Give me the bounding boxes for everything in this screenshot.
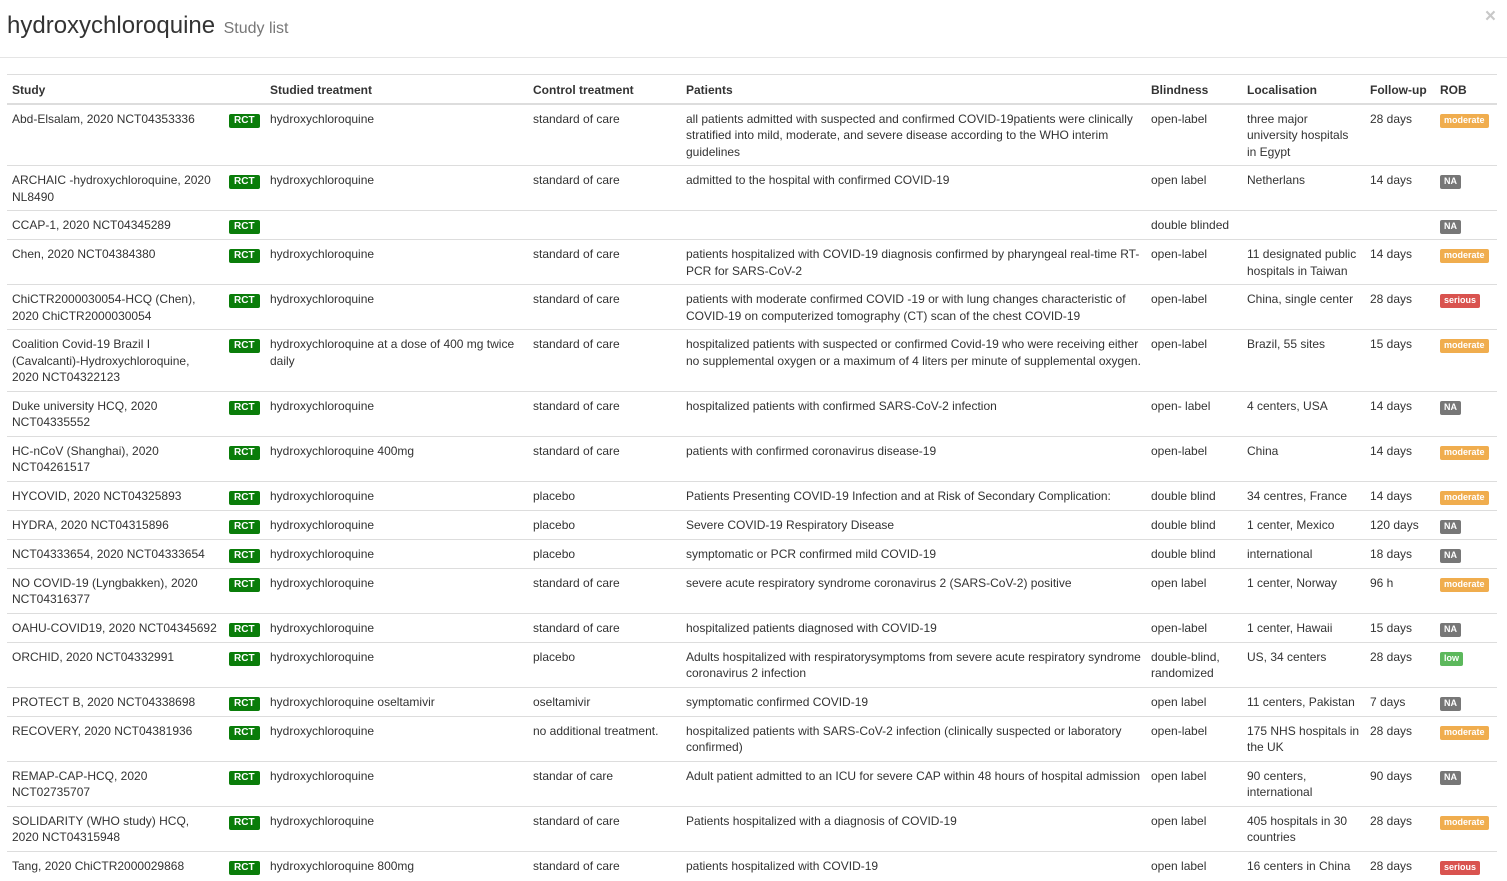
design-cell — [224, 851, 265, 880]
table-body — [7, 104, 1497, 880]
rob-badge: NA — [1440, 401, 1461, 415]
control-treatment-cell: standard of care — [528, 568, 681, 613]
study-name-cell[interactable]: HC-nCoV (Shanghai), 2020 NCT04261517 — [7, 436, 224, 481]
follow-up-cell — [1365, 211, 1435, 240]
rob-cell — [1435, 806, 1497, 851]
rct-badge: RCT — [229, 446, 260, 460]
localisation-cell: 11 centers, Pakistan — [1242, 687, 1365, 716]
follow-up-cell: 28 days — [1365, 285, 1435, 330]
design-cell — [224, 806, 265, 851]
column-header-follow-up[interactable]: Follow-up — [1365, 75, 1435, 104]
rob-badge: serious — [1440, 294, 1480, 308]
patients-cell: Adults hospitalized with respiratorysymptoms from severe acute respiratory syndrome coronavirus 2 infection — [681, 642, 1146, 687]
rob-badge: moderate — [1440, 816, 1489, 830]
patients-cell: hospitalized patients with confirmed SARS-CoV-2 infection — [681, 391, 1146, 436]
patients-cell — [681, 211, 1146, 240]
studied-treatment-cell: hydroxychloroquine — [265, 716, 528, 761]
control-treatment-cell: standard of care — [528, 851, 681, 880]
blindness-cell: open label — [1146, 851, 1242, 880]
rct-badge: RCT — [229, 861, 260, 875]
table-row[interactable] — [7, 851, 1497, 880]
follow-up-cell: 28 days — [1365, 642, 1435, 687]
study-name-cell[interactable]: NCT04333654, 2020 NCT04333654 — [7, 539, 224, 568]
patients-cell: severe acute respiratory syndrome coronavirus 2 (SARS-CoV-2) positive — [681, 568, 1146, 613]
blindness-cell: open label — [1146, 806, 1242, 851]
localisation-cell: 1 center, Mexico — [1242, 510, 1365, 539]
table-row[interactable] — [7, 436, 1497, 481]
follow-up-cell: 96 h — [1365, 568, 1435, 613]
column-header-study[interactable]: Study — [7, 75, 224, 104]
modal-title — [7, 12, 289, 40]
rct-badge: RCT — [229, 771, 260, 785]
blindness-cell: double blind — [1146, 481, 1242, 510]
table-row[interactable] — [7, 240, 1497, 285]
rob-badge: NA — [1440, 623, 1461, 637]
table-row[interactable] — [7, 716, 1497, 761]
study-name-cell[interactable]: PROTECT B, 2020 NCT04338698 — [7, 687, 224, 716]
rct-badge: RCT — [229, 114, 260, 128]
rct-badge: RCT — [229, 578, 260, 592]
patients-cell: hospitalized patients with SARS-CoV-2 infection (clinically suspected or laboratory confirmed) — [681, 716, 1146, 761]
rct-badge: RCT — [229, 249, 260, 263]
table-header-row — [7, 75, 1497, 104]
localisation-cell: 4 centers, USA — [1242, 391, 1365, 436]
rob-cell — [1435, 687, 1497, 716]
rob-cell — [1435, 481, 1497, 510]
column-header-localisation[interactable]: Localisation — [1242, 75, 1365, 104]
rob-cell — [1435, 539, 1497, 568]
close-button[interactable]: × — [1484, 6, 1496, 27]
studied-treatment-cell: hydroxychloroquine — [265, 391, 528, 436]
localisation-cell: China, single center — [1242, 285, 1365, 330]
studied-treatment-cell: hydroxychloroquine — [265, 481, 528, 510]
rob-cell — [1435, 613, 1497, 642]
follow-up-cell: 14 days — [1365, 391, 1435, 436]
blindness-cell: open-label — [1146, 330, 1242, 392]
localisation-cell — [1242, 211, 1365, 240]
patients-cell: hospitalized patients with suspected or confirmed Covid-19 who were receiving either no supplemental oxygen or a maximum of 4 liters per minute of supplemental oxygen. — [681, 330, 1146, 392]
follow-up-cell: 18 days — [1365, 539, 1435, 568]
design-cell — [224, 166, 265, 211]
study-name-cell[interactable]: REMAP-CAP-HCQ, 2020 NCT02735707 — [7, 761, 224, 806]
study-name-cell[interactable]: Duke university HCQ, 2020 NCT04335552 — [7, 391, 224, 436]
design-cell — [224, 391, 265, 436]
patients-cell: Severe COVID-19 Respiratory Disease — [681, 510, 1146, 539]
study-name-cell[interactable]: RECOVERY, 2020 NCT04381936 — [7, 716, 224, 761]
control-treatment-cell: standard of care — [528, 240, 681, 285]
studied-treatment-cell: hydroxychloroquine 400mg — [265, 436, 528, 481]
rob-badge: moderate — [1440, 114, 1489, 128]
studied-treatment-cell — [265, 211, 528, 240]
rct-badge: RCT — [229, 726, 260, 740]
patients-cell: Adult patient admitted to an ICU for severe CAP within 48 hours of hospital admission — [681, 761, 1146, 806]
rob-cell — [1435, 285, 1497, 330]
rct-badge: RCT — [229, 401, 260, 415]
blindness-cell: open-label — [1146, 104, 1242, 166]
control-treatment-cell: standard of care — [528, 806, 681, 851]
localisation-cell: three major university hospitals in Egypt — [1242, 104, 1365, 166]
rct-badge: RCT — [229, 491, 260, 505]
design-cell — [224, 613, 265, 642]
table-row[interactable] — [7, 481, 1497, 510]
patients-cell: patients hospitalized with COVID-19 — [681, 851, 1146, 880]
control-treatment-cell: placebo — [528, 481, 681, 510]
rob-cell — [1435, 391, 1497, 436]
follow-up-cell: 28 days — [1365, 716, 1435, 761]
design-cell — [224, 539, 265, 568]
rob-badge: NA — [1440, 175, 1461, 189]
blindness-cell: open-label — [1146, 436, 1242, 481]
study-name-cell[interactable]: Coalition Covid-19 Brazil I (Cavalcanti)-Hydroxychloroquine, 2020 NCT04322123 — [7, 330, 224, 392]
blindness-cell: double blind — [1146, 510, 1242, 539]
rob-cell — [1435, 240, 1497, 285]
follow-up-cell: 90 days — [1365, 761, 1435, 806]
follow-up-cell: 14 days — [1365, 436, 1435, 481]
rob-badge: low — [1440, 652, 1463, 666]
localisation-cell: 11 designated public hospitals in Taiwan — [1242, 240, 1365, 285]
blindness-cell: open-label — [1146, 240, 1242, 285]
column-header-studied-treatment[interactable]: Studied treatment — [265, 75, 528, 104]
studied-treatment-cell: hydroxychloroquine — [265, 539, 528, 568]
rob-cell — [1435, 211, 1497, 240]
control-treatment-cell: placebo — [528, 642, 681, 687]
column-header-patients[interactable]: Patients — [681, 75, 1146, 104]
table-row[interactable] — [7, 568, 1497, 613]
rob-cell — [1435, 510, 1497, 539]
table-row[interactable] — [7, 285, 1497, 330]
column-header-blindness[interactable]: Blindness — [1146, 75, 1242, 104]
blindness-cell: open-label — [1146, 285, 1242, 330]
control-treatment-cell: standar of care — [528, 761, 681, 806]
studied-treatment-cell: hydroxychloroquine — [265, 806, 528, 851]
table-row[interactable] — [7, 211, 1497, 240]
rct-badge: RCT — [229, 549, 260, 563]
patients-cell: symptomatic confirmed COVID-19 — [681, 687, 1146, 716]
rct-badge: RCT — [229, 652, 260, 666]
control-treatment-cell: standard of care — [528, 166, 681, 211]
control-treatment-cell: standard of care — [528, 391, 681, 436]
localisation-cell: Netherlans — [1242, 166, 1365, 211]
design-cell — [224, 240, 265, 285]
study-name-cell[interactable]: NO COVID-19 (Lyngbakken), 2020 NCT04316377 — [7, 568, 224, 613]
study-name-cell[interactable]: ChiCTR2000030054-HCQ (Chen), 2020 ChiCTR2000030054 — [7, 285, 224, 330]
rob-badge: moderate — [1440, 491, 1489, 505]
rct-badge: RCT — [229, 623, 260, 637]
patients-cell: Patients Presenting COVID-19 Infection and at Risk of Secondary Complication: — [681, 481, 1146, 510]
studied-treatment-cell: hydroxychloroquine — [265, 166, 528, 211]
rob-cell — [1435, 642, 1497, 687]
studied-treatment-cell: hydroxychloroquine — [265, 613, 528, 642]
patients-cell: symptomatic or PCR confirmed mild COVID-19 — [681, 539, 1146, 568]
follow-up-cell: 15 days — [1365, 613, 1435, 642]
localisation-cell: international — [1242, 539, 1365, 568]
rob-badge: NA — [1440, 771, 1461, 785]
rob-cell — [1435, 436, 1497, 481]
studied-treatment-cell: hydroxychloroquine — [265, 240, 528, 285]
localisation-cell: 16 centers in China — [1242, 851, 1365, 880]
study-name-cell[interactable]: CCAP-1, 2020 NCT04345289 — [7, 211, 224, 240]
rob-badge: NA — [1440, 549, 1461, 563]
study-table-container — [7, 74, 1497, 880]
study-list-subtitle: Study list — [223, 20, 289, 37]
design-cell — [224, 687, 265, 716]
rob-badge: moderate — [1440, 249, 1489, 263]
studied-treatment-cell: hydroxychloroquine — [265, 761, 528, 806]
localisation-cell: 34 centres, France — [1242, 481, 1365, 510]
follow-up-cell: 28 days — [1365, 851, 1435, 880]
patients-cell: hospitalized patients diagnosed with COVID-19 — [681, 613, 1146, 642]
table-row[interactable] — [7, 391, 1497, 436]
rob-badge: moderate — [1440, 578, 1489, 592]
design-cell — [224, 211, 265, 240]
rct-badge: RCT — [229, 220, 260, 234]
study-table — [7, 74, 1497, 880]
studied-treatment-cell: hydroxychloroquine — [265, 642, 528, 687]
control-treatment-cell: oseltamivir — [528, 687, 681, 716]
control-treatment-cell: placebo — [528, 510, 681, 539]
studied-treatment-cell: hydroxychloroquine oseltamivir — [265, 687, 528, 716]
rob-badge: moderate — [1440, 446, 1489, 460]
table-row[interactable] — [7, 510, 1497, 539]
rob-badge: moderate — [1440, 339, 1489, 353]
drug-name-title: hydroxychloroquine — [7, 12, 216, 39]
table-row[interactable] — [7, 330, 1497, 392]
rct-badge: RCT — [229, 294, 260, 308]
design-cell — [224, 761, 265, 806]
blindness-cell: open label — [1146, 687, 1242, 716]
control-treatment-cell: standard of care — [528, 330, 681, 392]
design-cell — [224, 510, 265, 539]
design-cell — [224, 436, 265, 481]
column-header-control-treatment[interactable]: Control treatment — [528, 75, 681, 104]
localisation-cell: 1 center, Hawaii — [1242, 613, 1365, 642]
localisation-cell: China — [1242, 436, 1365, 481]
studied-treatment-cell: hydroxychloroquine at a dose of 400 mg twice daily — [265, 330, 528, 392]
follow-up-cell: 120 days — [1365, 510, 1435, 539]
rct-badge: RCT — [229, 520, 260, 534]
blindness-cell: open-label — [1146, 716, 1242, 761]
rct-badge: RCT — [229, 816, 260, 830]
localisation-cell: 1 center, Norway — [1242, 568, 1365, 613]
design-cell — [224, 104, 265, 166]
table-row[interactable] — [7, 761, 1497, 806]
patients-cell: patients with moderate confirmed COVID -19 or with lung changes characteristic of COVID-19 on computerized tomography (CT) scan of the chest COVID-19 — [681, 285, 1146, 330]
rob-cell — [1435, 851, 1497, 880]
localisation-cell: 90 centers, international — [1242, 761, 1365, 806]
table-row[interactable] — [7, 104, 1497, 166]
rob-cell — [1435, 716, 1497, 761]
studied-treatment-cell: hydroxychloroquine — [265, 510, 528, 539]
follow-up-cell: 15 days — [1365, 330, 1435, 392]
localisation-cell: 405 hospitals in 30 countries — [1242, 806, 1365, 851]
follow-up-cell: 14 days — [1365, 166, 1435, 211]
control-treatment-cell: standard of care — [528, 436, 681, 481]
study-name-cell[interactable]: Abd-Elsalam, 2020 NCT04353336 — [7, 104, 224, 166]
table-row[interactable] — [7, 166, 1497, 211]
modal-header — [0, 0, 1507, 58]
patients-cell: all patients admitted with suspected and confirmed COVID-19patients were clinically stratified into mild, moderate, and severe disease according to the WHO interim guidelines — [681, 104, 1146, 166]
study-name-cell[interactable]: HYDRA, 2020 NCT04315896 — [7, 510, 224, 539]
blindness-cell: open- label — [1146, 391, 1242, 436]
rct-badge: RCT — [229, 697, 260, 711]
rob-cell — [1435, 330, 1497, 392]
blindness-cell: double blinded — [1146, 211, 1242, 240]
control-treatment-cell — [528, 211, 681, 240]
patients-cell: admitted to the hospital with confirmed COVID-19 — [681, 166, 1146, 211]
blindness-cell: double-blind, randomized — [1146, 642, 1242, 687]
design-cell — [224, 716, 265, 761]
blindness-cell: open label — [1146, 568, 1242, 613]
study-name-cell[interactable]: Chen, 2020 NCT04384380 — [7, 240, 224, 285]
rob-badge: NA — [1440, 697, 1461, 711]
localisation-cell: US, 34 centers — [1242, 642, 1365, 687]
design-cell — [224, 642, 265, 687]
design-cell — [224, 568, 265, 613]
table-row[interactable] — [7, 687, 1497, 716]
localisation-cell: 175 NHS hospitals in the UK — [1242, 716, 1365, 761]
patients-cell: patients hospitalized with COVID-19 diagnosis confirmed by pharyngeal real-time RT-PCR for SARS-CoV-2 — [681, 240, 1146, 285]
study-name-cell[interactable]: Tang, 2020 ChiCTR2000029868 — [7, 851, 224, 880]
study-name-cell[interactable]: OAHU-COVID19, 2020 NCT04345692 — [7, 613, 224, 642]
rct-badge: RCT — [229, 339, 260, 353]
control-treatment-cell: standard of care — [528, 104, 681, 166]
blindness-cell: open label — [1146, 761, 1242, 806]
rob-cell — [1435, 166, 1497, 211]
table-row[interactable] — [7, 539, 1497, 568]
studied-treatment-cell: hydroxychloroquine 800mg — [265, 851, 528, 880]
rob-badge: NA — [1440, 520, 1461, 534]
design-cell — [224, 481, 265, 510]
control-treatment-cell: standard of care — [528, 285, 681, 330]
design-cell — [224, 285, 265, 330]
rob-badge: serious — [1440, 861, 1480, 875]
blindness-cell: open-label — [1146, 613, 1242, 642]
localisation-cell: Brazil, 55 sites — [1242, 330, 1365, 392]
control-treatment-cell: placebo — [528, 539, 681, 568]
column-header-rob[interactable]: ROB — [1435, 75, 1497, 104]
follow-up-cell: 14 days — [1365, 481, 1435, 510]
table-row[interactable] — [7, 806, 1497, 851]
column-header-design — [224, 75, 265, 104]
rob-badge: moderate — [1440, 726, 1489, 740]
control-treatment-cell: standard of care — [528, 613, 681, 642]
patients-cell: patients with confirmed coronavirus disease-19 — [681, 436, 1146, 481]
follow-up-cell: 7 days — [1365, 687, 1435, 716]
control-treatment-cell: no additional treatment. — [528, 716, 681, 761]
study-name-cell[interactable]: HYCOVID, 2020 NCT04325893 — [7, 481, 224, 510]
study-name-cell[interactable]: SOLIDARITY (WHO study) HCQ, 2020 NCT04315948 — [7, 806, 224, 851]
blindness-cell: double blind — [1146, 539, 1242, 568]
studied-treatment-cell: hydroxychloroquine — [265, 104, 528, 166]
rob-badge: NA — [1440, 220, 1461, 234]
rob-cell — [1435, 761, 1497, 806]
table-row[interactable] — [7, 642, 1497, 687]
patients-cell: Patients hospitalized with a diagnosis of COVID-19 — [681, 806, 1146, 851]
table-row[interactable] — [7, 613, 1497, 642]
follow-up-cell: 14 days — [1365, 240, 1435, 285]
rob-cell — [1435, 104, 1497, 166]
follow-up-cell: 28 days — [1365, 104, 1435, 166]
studied-treatment-cell: hydroxychloroquine — [265, 285, 528, 330]
design-cell — [224, 330, 265, 392]
rob-cell — [1435, 568, 1497, 613]
study-name-cell[interactable]: ARCHAIC -hydroxychloroquine, 2020 NL8490 — [7, 166, 224, 211]
follow-up-cell: 28 days — [1365, 806, 1435, 851]
studied-treatment-cell: hydroxychloroquine — [265, 568, 528, 613]
blindness-cell: open label — [1146, 166, 1242, 211]
study-name-cell[interactable]: ORCHID, 2020 NCT04332991 — [7, 642, 224, 687]
rct-badge: RCT — [229, 175, 260, 189]
